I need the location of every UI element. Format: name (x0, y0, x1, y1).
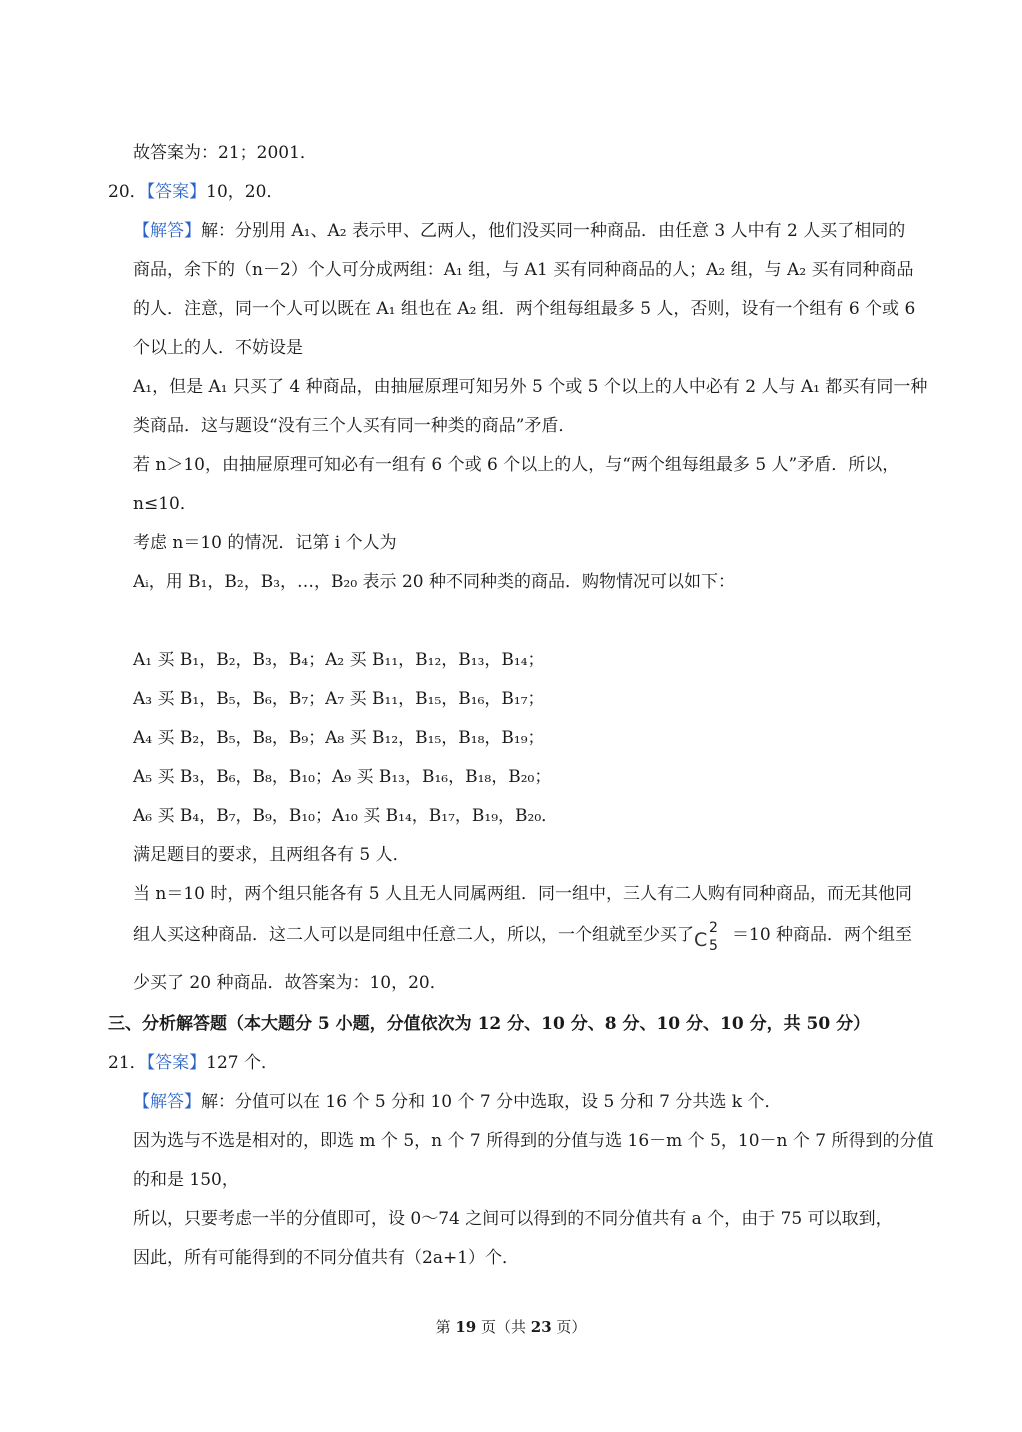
text-part-a: 组人买这种商品．这二人可以是同组中任意二人，所以，一个组就至少买了 (133, 925, 694, 945)
q20-solution-line-14: 少买了 20 种商品．故答案为：10，20． (133, 973, 447, 993)
purchase-row-2: A₃ 买 B₁，B₅，B₆，B₇；A₇ 买 B₁₁，B₁₅，B₁₆，B₁₇； (133, 689, 545, 709)
combination-sub: 5 (709, 937, 718, 954)
q21-answer-text: 127 个． (206, 1053, 278, 1073)
combination-sup: 2 (709, 919, 718, 936)
footer-total-pages: 23 (530, 1318, 552, 1336)
solution-tag: 【解答】 (133, 221, 201, 241)
q20-solution-line-12: 当 n＝10 时，两个组只能各有 5 人且无人同属两组．同一组中，三人有二人购有同种商品，而无其他同 (133, 884, 913, 904)
footer-suffix: 页） (551, 1318, 587, 1336)
q20-solution-line-13 (133, 919, 913, 954)
q20-solution-line-10: Aᵢ，用 B₁，B₂，B₃，…，B₂₀ 表示 20 种不同种类的商品．购物情况可以如下： (133, 572, 735, 592)
q21-solution-line-1 (133, 1091, 781, 1113)
q20-solution-line-11: 满足题目的要求，且两组各有 5 人． (133, 845, 410, 865)
purchase-row-1: A₁ 买 B₁，B₂，B₃，B₄；A₂ 买 B₁₁，B₁₂，B₁₃，B₁₄； (133, 650, 545, 670)
q21-solution-line-3: 的和是 150， (133, 1170, 239, 1190)
footer-middle: 页（共 (476, 1318, 531, 1336)
purchase-row-5: A₆ 买 B₄，B₇，B₉，B₁₀；A₁₀ 买 B₁₄，B₁₇，B₁₉，B₂₀． (133, 806, 559, 826)
purchase-row-4: A₅ 买 B₃，B₆，B₈，B₁₀；A₉ 买 B₁₃，B₁₆，B₁₈，B₂₀； (133, 767, 552, 787)
combination-formula (694, 919, 732, 954)
q20-solution-line-2: 商品，余下的（n－2）个人可分成两组：A₁ 组，与 A1 买有同种商品的人；A₂ 组，与 A₂ 买有同种商品 (133, 260, 914, 280)
footer-prefix: 第 (435, 1318, 456, 1336)
solution-tag: 【解答】 (133, 1092, 201, 1112)
solution-text: 解：分别用 A₁、A₂ 表示甲、乙两人，他们没买同一种商品．由任意 3 人中有 2 人买了相同的 (201, 221, 906, 241)
q20-solution-line-5: A₁，但是 A₁ 只买了 4 种商品，由抽屉原理可知另外 5 个或 5 个以上的人中必有 2 人与 A₁ 都买有同一种 (133, 377, 928, 397)
footer-page-number: 19 (455, 1318, 477, 1336)
answer-line-19-final: 故答案为：21；2001． (133, 143, 317, 163)
q20-solution-line-1 (133, 220, 905, 242)
q20-solution-line-8: n≤10． (133, 494, 197, 514)
q20-solution-line-6: 类商品．这与题设“没有三个人买有同一种类的商品”矛盾． (133, 416, 576, 436)
q20-solution-line-9: 考虑 n＝10 的情况．记第 i 个人为 (133, 533, 397, 553)
page-footer (0, 1316, 1022, 1337)
q20-answer-line (108, 181, 283, 203)
answer-tag: 【答案】 (146, 1053, 207, 1073)
q21-solution-line-5: 因此，所有可能得到的不同分值共有（2a+1）个． (133, 1248, 520, 1268)
q20-answer-text: 10，20． (206, 182, 284, 202)
q21-solution-line-2: 因为选与不选是相对的，即选 m 个 5，n 个 7 所得到的分值与选 16－m 个 5，10－n 个 7 所得到的分值 (133, 1131, 934, 1151)
combination-symbol: C (694, 928, 708, 951)
q20-solution-line-3: 的人．注意，同一个人可以既在 A₁ 组也在 A₂ 组．两个组每组最多 5 人，否则，设有一个组有 6 个或 6 (133, 299, 916, 319)
text-part-b: ＝10 种商品．两个组至 (732, 925, 913, 945)
q20-number: 20． (108, 182, 147, 202)
answer-tag: 【答案】 (146, 182, 207, 202)
q21-number: 21． (108, 1053, 147, 1073)
solution-text: 解：分值可以在 16 个 5 分和 10 个 7 分中选取，设 5 分和 7 分共选 k 个． (201, 1092, 782, 1112)
q21-answer-line (108, 1052, 278, 1074)
q20-solution-line-4: 个以上的人．不妨设是 (133, 338, 303, 358)
purchase-row-3: A₄ 买 B₂，B₅，B₈，B₉；A₈ 买 B₁₂，B₁₅，B₁₈，B₁₉； (133, 728, 545, 748)
section-heading: 三、分析解答题（本大题分 5 小题，分值依次为 12 分、10 分、8 分、10 分、10 分，共 50 分） (108, 1014, 871, 1034)
q20-solution-line-7: 若 n＞10，由抽屉原理可知必有一组有 6 个或 6 个以上的人，与“两个组每组最多 5 人”矛盾．所以， (133, 455, 900, 475)
q21-solution-line-4: 所以，只要考虑一半的分值即可，设 0～74 之间可以得到的不同分值共有 a 个，由于 75 可以取到， (133, 1209, 893, 1229)
